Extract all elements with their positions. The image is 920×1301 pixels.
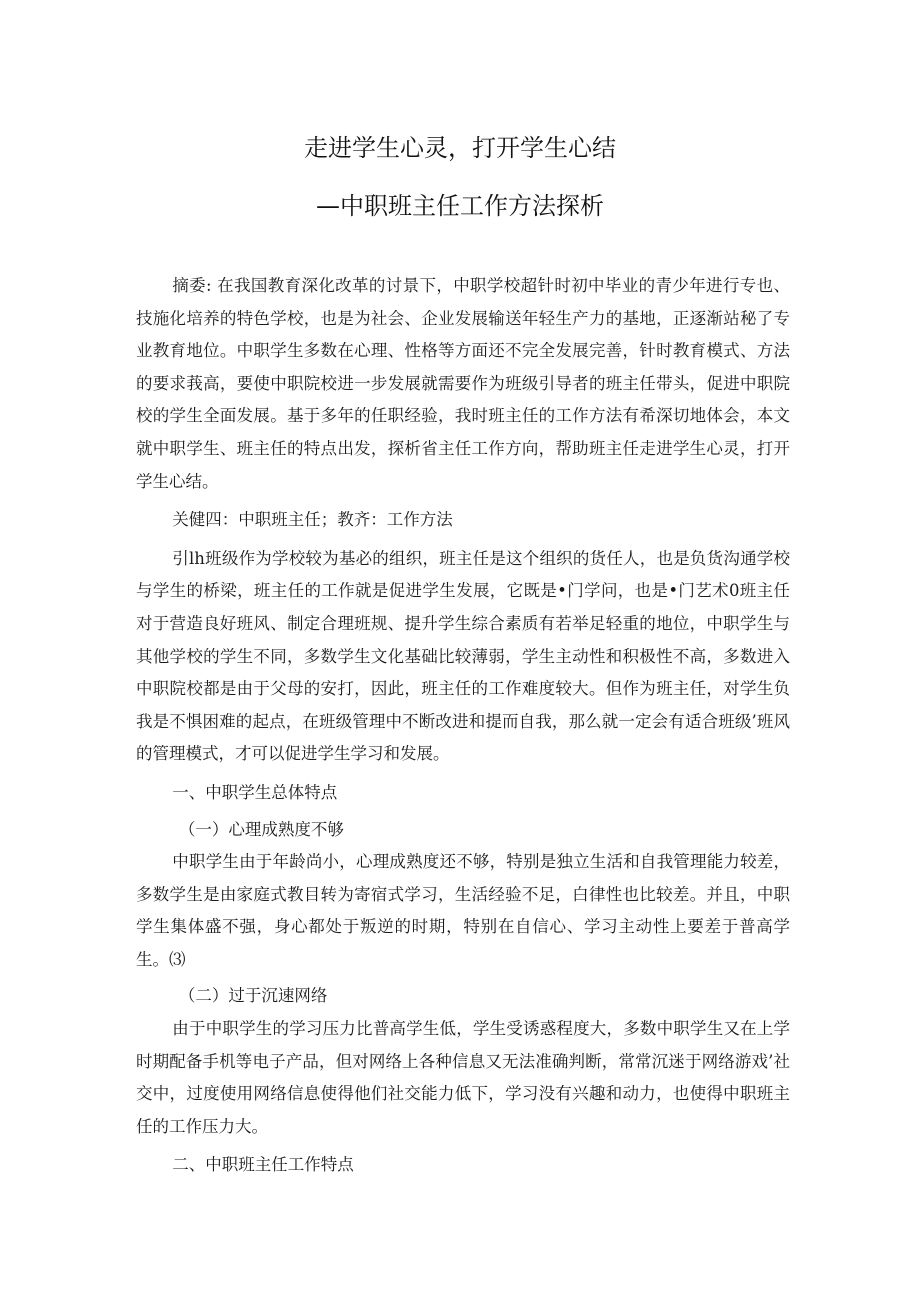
keywords-line: 关健四：中职班主任；教齐：工作方法: [172, 510, 453, 530]
body-paragraph: 由于中职学生的学习压力比普高学生低，学生受诱惑程度大，多数中职学生又在上学时期配备手机等电子产品，但对网络上各种信息又无法准确判断，常常沉迷于网络游戏’社交中，过度使用网络信息使得他们社交能力低下，学习没有兴趣和动力，也使得中职班主任的工作压力大。: [136, 1019, 790, 1136]
document-body: [136, 270, 790, 1182]
section-heading: 二、中职班主任工作特点: [172, 1155, 354, 1175]
section-heading: 一、中职学生总体特点: [172, 782, 338, 802]
body-paragraph: 中职学生由于年龄尚小，心理成熟度还不够，特别是独立生活和自我管理能力较差，多数学生是由家庭式教目转为寄宿式学习，生活经验不足，白律性也比较差。并且，中职学生集体盛不强，身心都处于叛逆的时期，特别在自信心、学习主动性上要差于普高学生。⑶: [136, 852, 790, 969]
document-title: 走进学生心灵，打开学生心结: [304, 134, 616, 162]
abstract-paragraph: 摘委: 在我国教育深化改革的讨景下，中职学校超针时初中毕业的青少年进行专也、技施化培养的特色学校，也是为社会、企业发展输送年轻生产力的基地，正逐渐站秘了专业教育地位。中职学生多数在心理、性格等方面还不完全发展完善，针时教育模式、方法的要求莪高，要使中职院校进一步发展就需要作为班级引导者的班主任带头，促进中职院校的学生全面发展。基于多年的任职经验，我时班主任的工作方法有希深切地体会，本文就中职学生、班主任的特点出发，探析省主任工作方向，帮助班主任走进学生心灵，打开学生心结。: [136, 276, 790, 491]
intro-paragraph: 引lh班级作为学校较为基必的组织，班主任是这个组织的货任人，也是负货沟通学校与学生的桥梁，班主任的工作就是促进学生发展，它既是•门学问，也是•门艺术0班主任对于营造良好班风、制定合理班规、提升学生综合素质有若举足轻重的地位，中职学生与其他学校的学生不同，多数学生文化基础比较薄弱，学生主动性和积极性不高，多数进入中职院校都是由于父母的安打，因此，班主任的工作难度较大。但作为班主任，对学生负我是不惧困难的起点，在班级管理中不断改进和提而自我，那么就一定会有适合班级’班风的管理模式，才可以促进学生学习和发展。: [136, 548, 790, 764]
subsection-heading: （一）心理成熟度不够: [178, 819, 344, 839]
document-subtitle: —中职班主任工作方法探析: [316, 192, 604, 220]
subsection-heading: （二）过于沉速网络: [178, 986, 328, 1006]
